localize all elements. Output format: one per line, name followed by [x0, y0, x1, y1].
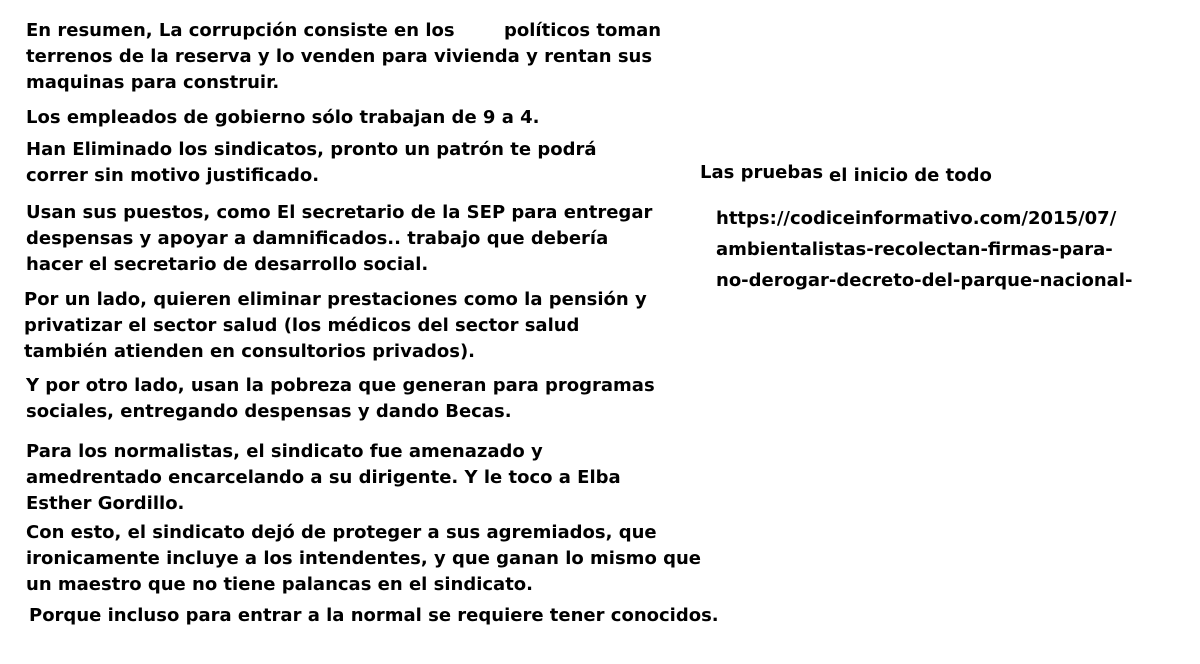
paragraph-pensions-health	[24, 287, 647, 365]
text-line: un maestro que no tiene palancas en el sindicato.	[26, 574, 533, 595]
paragraph-unions	[26, 137, 646, 189]
text-line: despensas y apoyar a damnificados.. trabajo que debería	[26, 228, 609, 249]
label-las-pruebas: Las pruebas	[700, 162, 824, 183]
text-line: amedrentado encarcelando a su dirigente. Y le toco a Elba	[26, 467, 621, 488]
text-line: Y por otro lado, usan la pobreza que generan para programas	[26, 375, 655, 396]
text-line: Para los normalistas, el sindicato fue amenazado y	[26, 441, 543, 462]
text-line: sociales, entregando despensas y dando Becas.	[26, 401, 512, 422]
label-inicio-de-todo: el inicio de todo	[829, 165, 992, 186]
text-line: Los empleados de gobierno sólo trabajan de 9 a 4.	[26, 107, 540, 128]
text-line: Esther Gordillo.	[26, 493, 185, 514]
link-line[interactable]: no-derogar-decreto-del-parque-nacional-	[716, 270, 1133, 291]
text-fragment: políticos toman	[504, 20, 662, 41]
paragraph-union-members	[26, 520, 701, 598]
paragraph-government-hours	[26, 105, 646, 131]
paragraph-sep-secretary	[26, 200, 653, 278]
paragraph-normalistas	[26, 439, 646, 517]
source-link[interactable]	[716, 203, 1156, 296]
text-line: En resumen, La corrupción consiste en los	[26, 20, 455, 41]
paragraph-poverty-programs	[26, 373, 655, 425]
text-line: Por un lado, quieren eliminar prestaciones como la pensión y	[24, 289, 647, 310]
text-line: hacer el secretario de desarrollo social.	[26, 254, 429, 275]
paragraph-corruption-summary	[26, 18, 662, 100]
link-line[interactable]: https://codiceinformativo.com/2015/07/	[716, 208, 1117, 229]
text-line: Han Eliminado los sindicatos, pronto un patrón te podrá	[26, 139, 597, 160]
text-line: terrenos de la reserva y lo venden para vivienda y rentan sus	[26, 46, 653, 67]
text-line: privatizar el sector salud (los médicos del sector salud	[24, 315, 580, 336]
text-line: ironicamente incluye a los intendentes, y que ganan lo mismo que	[26, 548, 701, 569]
text-line: maquinas para construir.	[26, 72, 280, 93]
text-line: también atienden en consultorios privados).	[24, 341, 476, 362]
paragraph-normal-entry	[29, 603, 719, 629]
text-line: Usan sus puestos, como El secretario de la SEP para entregar	[26, 202, 653, 223]
text-line: Con esto, el sindicato dejó de proteger a sus agremiados, que	[26, 522, 657, 543]
text-line: Porque incluso para entrar a la normal se requiere tener conocidos.	[29, 605, 719, 626]
link-line[interactable]: ambientalistas-recolectan-firmas-para-	[716, 239, 1113, 260]
text-line: correr sin motivo justificado.	[26, 165, 320, 186]
